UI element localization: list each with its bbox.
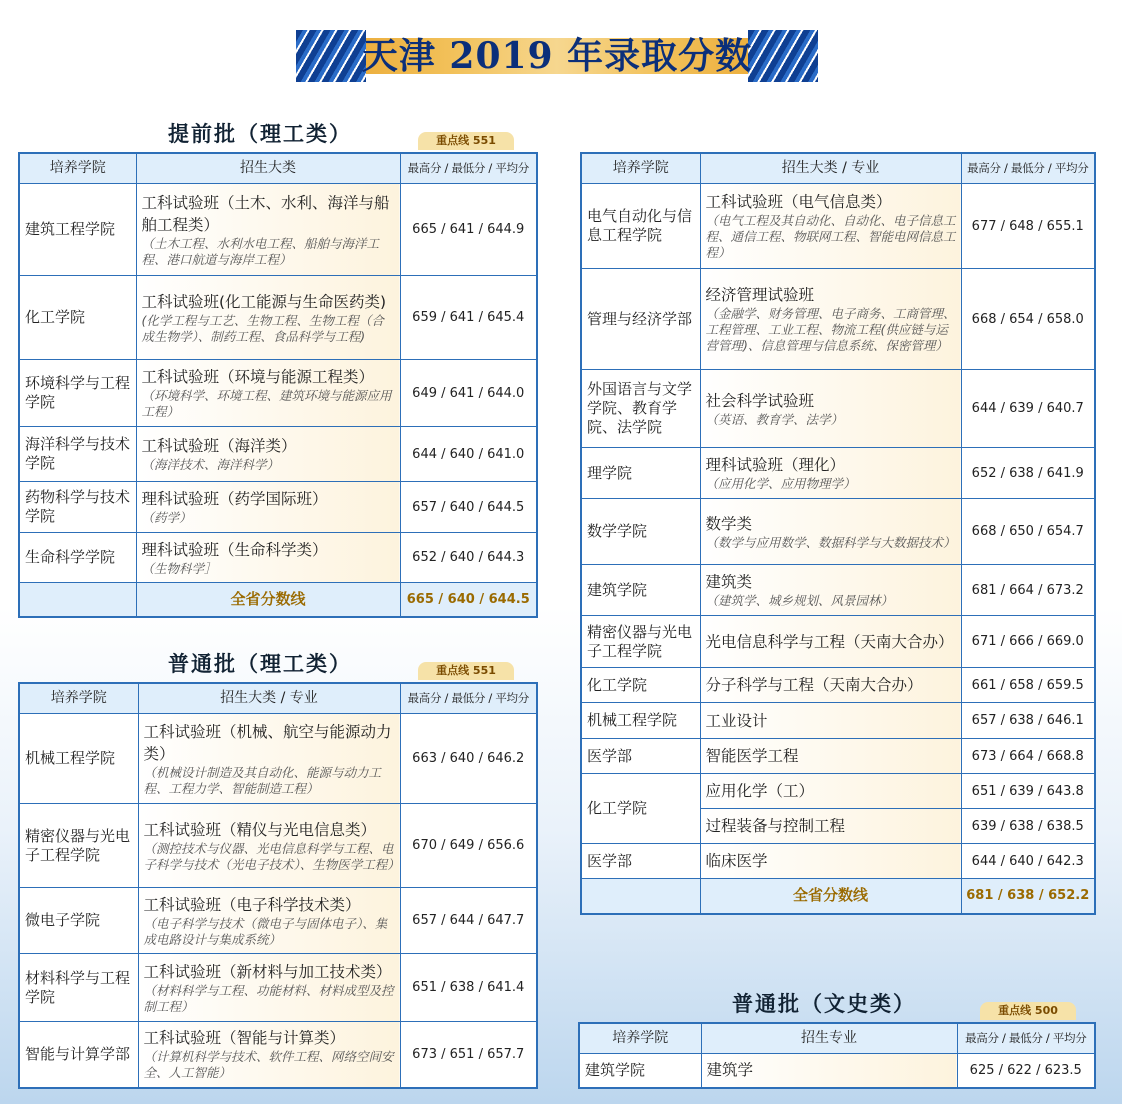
major-sub: （计算机科学与技术、软件工程、网络空间安全、人工智能）	[143, 1049, 394, 1081]
school-cell: 建筑学院	[579, 1054, 701, 1088]
col-header-score: 最高分 / 最低分 / 平均分	[961, 153, 1095, 184]
major-sub: （海洋技术、海洋科学）	[141, 457, 280, 472]
major-sub: （建筑学、城乡规划、风景园林）	[705, 593, 894, 608]
score-cell: 681 / 664 / 673.2	[961, 565, 1095, 616]
major-cell	[138, 954, 400, 1022]
major-cell	[138, 714, 400, 804]
school-cell: 药物科学与技术学院	[19, 482, 136, 533]
table-row	[19, 1022, 537, 1088]
score-cell: 663 / 640 / 646.2	[400, 714, 537, 804]
school-cell: 机械工程学院	[19, 714, 138, 804]
col-header-school: 培养学院	[581, 153, 700, 184]
score-cell: 644 / 640 / 642.3	[961, 844, 1095, 879]
major-cell	[700, 184, 961, 269]
table-row	[581, 499, 1095, 565]
school-cell: 管理与经济学部	[581, 269, 700, 370]
table-regular-science-continued	[580, 152, 1096, 915]
major-cell	[700, 499, 961, 565]
major-sub: （数学与应用数学、数据科学与大数据技术）	[705, 534, 956, 550]
table-row	[19, 954, 537, 1022]
col-header-school: 培养学院	[19, 153, 136, 184]
score-cell: 652 / 640 / 644.3	[400, 533, 537, 583]
school-cell: 微电子学院	[19, 888, 138, 954]
table-row	[579, 1054, 1095, 1088]
score-cell: 652 / 638 / 641.9	[961, 448, 1095, 499]
banner-stripes-right	[748, 30, 818, 82]
major-cell	[136, 184, 400, 276]
school-cell: 理学院	[581, 448, 700, 499]
table-row	[19, 804, 537, 888]
major-cell	[138, 804, 400, 888]
score-cell: 668 / 654 / 658.0	[961, 269, 1095, 370]
score-cell: 639 / 638 / 638.5	[961, 809, 1095, 844]
col-header-major: 招生大类 / 专业	[138, 683, 400, 714]
school-cell: 海洋科学与技术学院	[19, 427, 136, 482]
score-cell: 657 / 644 / 647.7	[400, 888, 537, 954]
major-name: 工科试验班（电子科学技术类）	[143, 895, 361, 914]
table-row	[19, 714, 537, 804]
school-cell: 数学学院	[581, 499, 700, 565]
total-row	[581, 879, 1095, 914]
school-cell: 智能与计算学部	[19, 1022, 138, 1088]
table-header	[579, 1023, 1095, 1054]
total-score: 681 / 638 / 652.2	[961, 879, 1095, 914]
table-row	[19, 482, 537, 533]
school-cell: 精密仪器与光电子工程学院	[19, 804, 138, 888]
major-name: 过程装备与控制工程	[705, 817, 846, 835]
major-sub: （金融学、财务管理、电子商务、工商管理、工程管理、工业工程、物流工程(供应链与运营管理)、信息管理与信息系统、保密管理）	[705, 306, 956, 353]
major-name: 工科试验班（机械、航空与能源动力类）	[143, 722, 392, 763]
col-header-school: 培养学院	[579, 1023, 701, 1054]
score-cell: 657 / 638 / 646.1	[961, 703, 1095, 739]
major-sub: （电子科学与技术（微电子与固体电子）、集成电路设计与集成系统）	[143, 915, 388, 947]
major-name: 社会科学试验班	[705, 391, 815, 410]
key-line-tag: 重点线 551	[418, 132, 514, 150]
major-sub: （材料科学与工程、功能材料、材料成型及控制工程）	[143, 982, 394, 1014]
section-title-early-batch: 提前批（理工类）	[168, 122, 352, 146]
table-header	[581, 153, 1095, 184]
table-header	[19, 683, 537, 714]
score-cell: 649 / 641 / 644.0	[400, 360, 537, 427]
major-name: 工科试验班（精仪与光电信息类）	[143, 820, 377, 839]
school-cell: 生命科学学院	[19, 533, 136, 583]
school-cell: 医学部	[581, 844, 700, 879]
total-empty-cell	[19, 583, 136, 617]
score-cell: 668 / 650 / 654.7	[961, 499, 1095, 565]
col-header-major: 招生大类 / 专业	[700, 153, 961, 184]
score-cell: 671 / 666 / 669.0	[961, 616, 1095, 668]
col-header-score: 最高分 / 最低分 / 平均分	[400, 683, 537, 714]
major-cell	[700, 616, 961, 668]
table-row	[581, 703, 1095, 739]
table-row	[19, 360, 537, 427]
major-cell	[138, 1022, 400, 1088]
table-row	[581, 370, 1095, 448]
key-line-tag: 重点线 500	[980, 1002, 1076, 1020]
total-empty-cell	[581, 879, 700, 914]
major-sub: （药学）	[141, 510, 192, 525]
major-cell	[136, 360, 400, 427]
total-label: 全省分数线	[700, 879, 961, 914]
school-cell: 电气自动化与信息工程学院	[581, 184, 700, 269]
school-cell: 环境科学与工程学院	[19, 360, 136, 427]
table-row	[19, 533, 537, 583]
major-cell	[700, 448, 961, 499]
score-cell: 677 / 648 / 655.1	[961, 184, 1095, 269]
major-name: 应用化学（工）	[705, 782, 815, 800]
score-cell: 659 / 641 / 645.4	[400, 276, 537, 360]
major-name: 工科试验班（土木、水利、海洋与船舶工程类）	[141, 193, 390, 234]
major-name: 理科试验班（药学国际班）	[141, 490, 328, 508]
major-name: 数学类	[705, 514, 753, 533]
col-header-major: 招生大类	[136, 153, 400, 184]
banner-title: 天津 2019 年录取分数	[361, 35, 753, 77]
school-cell: 化工学院	[581, 774, 700, 844]
major-name: 光电信息科学与工程（天南大合办）	[705, 632, 954, 651]
table-regular-arts	[578, 1022, 1096, 1089]
major-name: 工业设计	[705, 711, 768, 730]
major-name: 工科试验班（环境与能源工程类）	[141, 368, 375, 386]
major-cell	[700, 269, 961, 370]
table-row	[581, 184, 1095, 269]
table-row	[19, 276, 537, 360]
major-cell	[700, 844, 961, 879]
school-cell: 医学部	[581, 739, 700, 774]
major-sub: （环境科学、环境工程、建筑环境与能源应用工程）	[141, 388, 392, 419]
major-name: 工科试验班(化工能源与生命医药类)	[141, 292, 387, 311]
major-name: 工科试验班（智能与计算类）	[143, 1029, 346, 1048]
col-header-major: 招生专业	[701, 1023, 957, 1054]
total-row	[19, 583, 537, 617]
score-cell: 625 / 622 / 623.5	[957, 1054, 1095, 1088]
score-cell: 673 / 651 / 657.7	[400, 1022, 537, 1088]
school-cell: 化工学院	[19, 276, 136, 360]
major-cell	[136, 427, 400, 482]
section-title-regular-science: 普通批（理工类）	[168, 652, 352, 676]
major-cell	[136, 482, 400, 533]
major-sub: （测控技术与仪器、光电信息科学与工程、电子科学与技术（光电子技术）、生物医学工程）	[143, 840, 400, 872]
col-header-score: 最高分 / 最低分 / 平均分	[957, 1023, 1095, 1054]
major-name: 经济管理试验班	[705, 286, 815, 304]
major-sub: （生物科学］	[141, 560, 217, 576]
school-cell: 化工学院	[581, 668, 700, 703]
score-cell: 665 / 641 / 644.9	[400, 184, 537, 276]
table-row	[581, 616, 1095, 668]
table-row	[581, 565, 1095, 616]
major-sub: (化学工程与工艺、生物工程、生物工程（合成生物学）、制药工程、食品科学与工程)	[141, 312, 384, 344]
major-sub: （英语、教育学、法学）	[705, 411, 844, 427]
table-row	[581, 269, 1095, 370]
score-cell: 644 / 640 / 641.0	[400, 427, 537, 482]
major-name: 临床医学	[705, 852, 768, 870]
major-cell	[700, 703, 961, 739]
major-cell	[700, 668, 961, 703]
major-cell	[700, 809, 961, 844]
major-sub: （土木工程、水利水电工程、船舶与海洋工程、港口航道与海岸工程）	[141, 235, 380, 267]
major-cell	[700, 565, 961, 616]
major-name: 建筑类	[705, 573, 753, 591]
score-cell: 661 / 658 / 659.5	[961, 668, 1095, 703]
score-cell: 651 / 639 / 643.8	[961, 774, 1095, 809]
school-cell: 建筑工程学院	[19, 184, 136, 276]
major-name: 理科试验班（理化）	[705, 456, 846, 474]
school-cell: 建筑学院	[581, 565, 700, 616]
table-row	[19, 427, 537, 482]
major-cell	[136, 276, 400, 360]
major-name: 智能医学工程	[705, 747, 799, 765]
major-cell	[138, 888, 400, 954]
total-score: 665 / 640 / 644.5	[400, 583, 537, 617]
table-row	[581, 774, 1095, 809]
major-name: 工科试验班（电气信息类）	[705, 193, 892, 211]
major-name: 理科试验班（生命科学类）	[141, 540, 328, 559]
school-cell: 机械工程学院	[581, 703, 700, 739]
key-line-tag: 重点线 551	[418, 662, 514, 680]
major-name: 工科试验班（新材料与加工技术类）	[143, 962, 392, 981]
table-row	[581, 844, 1095, 879]
score-cell: 657 / 640 / 644.5	[400, 482, 537, 533]
major-cell	[136, 533, 400, 583]
banner	[296, 30, 818, 82]
score-cell: 673 / 664 / 668.8	[961, 739, 1095, 774]
total-label: 全省分数线	[136, 583, 400, 617]
table-header	[19, 153, 537, 184]
banner-stripes-left	[296, 30, 366, 82]
major-sub: （应用化学、应用物理学）	[705, 476, 856, 491]
table-row	[581, 668, 1095, 703]
col-header-school: 培养学院	[19, 683, 138, 714]
major-cell	[700, 774, 961, 809]
score-cell: 651 / 638 / 641.4	[400, 954, 537, 1022]
col-header-score: 最高分 / 最低分 / 平均分	[400, 153, 537, 184]
major-name: 分子科学与工程（天南大合办）	[705, 676, 923, 694]
major-sub: （机械设计制造及其自动化、能源与动力工程、工程力学、智能制造工程）	[143, 764, 382, 796]
table-row	[19, 888, 537, 954]
table-early-batch	[18, 152, 538, 618]
section-title-regular-arts: 普通批（文史类）	[732, 992, 916, 1016]
major-name: 工科试验班（海洋类）	[141, 437, 297, 455]
score-cell: 644 / 639 / 640.7	[961, 370, 1095, 448]
table-row	[581, 448, 1095, 499]
major-name: 建筑学	[706, 1061, 754, 1080]
table-row	[19, 184, 537, 276]
score-cell: 670 / 649 / 656.6	[400, 804, 537, 888]
school-cell: 精密仪器与光电子工程学院	[581, 616, 700, 668]
major-cell	[700, 739, 961, 774]
major-cell	[701, 1054, 957, 1088]
major-sub: （电气工程及其自动化、自动化、电子信息工程、通信工程、物联网工程、智能电网信息工程）	[705, 213, 956, 260]
major-cell	[700, 370, 961, 448]
table-regular-science	[18, 682, 538, 1089]
school-cell: 外国语言与文学学院、教育学院、法学院	[581, 370, 700, 448]
table-row	[581, 739, 1095, 774]
school-cell: 材料科学与工程学院	[19, 954, 138, 1022]
